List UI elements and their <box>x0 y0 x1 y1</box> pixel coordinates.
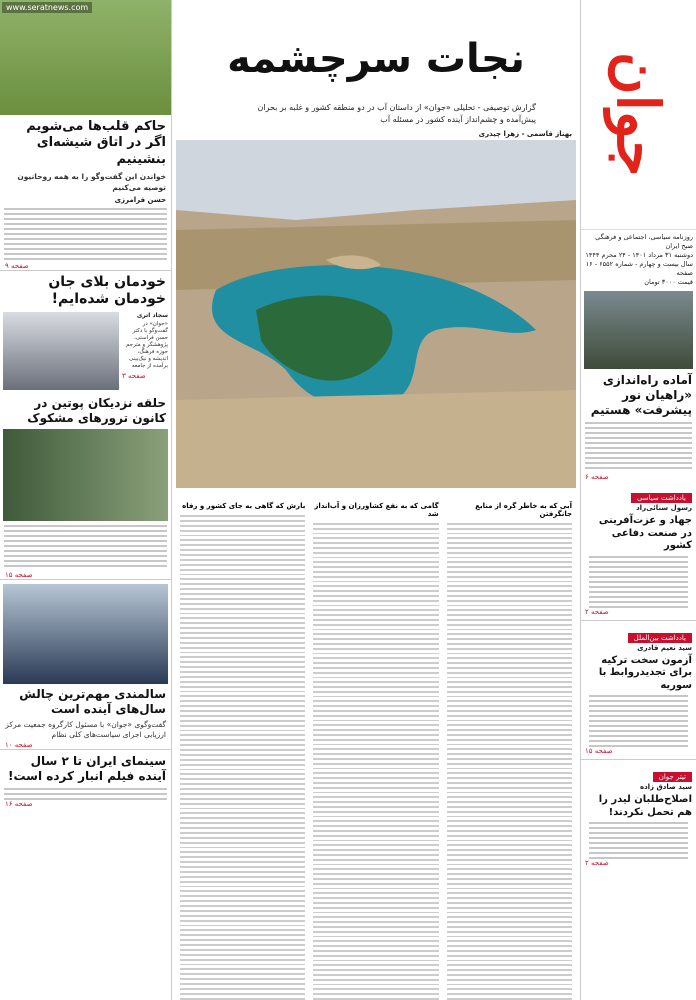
story4-headline[interactable]: سالمندی مهم‌ترین چالش سال‌های آینده است <box>19 686 166 716</box>
box-author: رسول سنائی‌راد <box>636 504 692 512</box>
masthead <box>581 0 696 230</box>
box-international <box>581 621 696 761</box>
lake-photo-illustration <box>176 140 576 488</box>
story-column <box>180 500 305 1000</box>
main-story-body <box>176 500 576 1000</box>
box-political <box>581 481 696 621</box>
main-subheadline: گزارش توصیفی - تحلیلی «جوان» از داستان آب در دو منطقه کشور و غلبه بر بحران پیش‌آمده و چشم‌انداز آینده کشور در مسئله آب <box>257 103 536 124</box>
story4-sub: گفت‌وگوی «جوان» با مسئول کارگروه جمعیت مرکز ارزیابی اجرای سیاست‌های کلی نظام <box>5 719 166 740</box>
story3-headline[interactable]: حلقه نزدیکان پوتین در کانون ترورهای مشکوک <box>27 395 166 425</box>
story2-sub: «جوان» در گفت‌وگو با دکتر حسن فراستی، پژوهشگر و مترجم حوزه فرهنگ، اندیشه و نیک‌بینی برآمده از جامعه <box>126 320 168 370</box>
box-author: سید صادق زاده <box>639 783 692 791</box>
story-column <box>313 500 438 1000</box>
story2-author: سجاد اتری <box>136 311 168 319</box>
story2-page-ref[interactable]: صفحه ۳ <box>122 372 146 381</box>
story1-sub: خواندن این گفت‌وگو را به همه روحانیون توصیه می‌کنیم <box>17 171 166 192</box>
story4-page-ref[interactable]: صفحه ۱۰ <box>0 741 171 750</box>
story1-headline[interactable]: حاکم قلب‌ها می‌شویم اگر در اتاق شیشه‌ای بنشینیم <box>26 119 166 167</box>
main-headline[interactable]: نجات سرچشمه <box>227 36 525 82</box>
interviewee-photo <box>3 312 119 390</box>
feature-page-ref[interactable]: صفحه ۶ <box>585 473 609 481</box>
box-headline[interactable]: اصلاح‌طلبان لیدر را هم تحمل نکردند! <box>598 794 692 818</box>
newspaper-logo: جوان <box>584 4 692 224</box>
masthead-meta: روزنامه سیاسی، اجتماعی و فرهنگی صبح ایران دوشنبه ۳۱ مرداد ۱۴۰۱ - ۲۴ محرم ۱۴۴۴ سال بیست و چهارم - شماره ۶۵۵۲ - ۱۶ صفحه قیمت ۳۰۰۰ تومان <box>585 233 693 286</box>
story5-text <box>0 788 171 800</box>
box-label: یادداشت بین‌الملل <box>628 633 692 643</box>
box-headline-jav <box>581 760 696 871</box>
story2-headline[interactable]: خودمان بلای جان خودمان شده‌ایم! <box>48 273 166 307</box>
story3-text <box>0 525 171 567</box>
feature-text <box>581 422 696 469</box>
official-photo <box>3 584 168 684</box>
commander-photo <box>584 291 693 369</box>
main-byline: بهناز قاسمی - زهرا چیذری <box>478 130 572 138</box>
box-label: تیتر جوان <box>653 772 692 782</box>
main-story <box>176 0 576 1000</box>
watermark: www.seratnews.com <box>2 2 92 13</box>
story-column <box>447 500 572 1000</box>
box-headline[interactable]: جهاد و عزت‌آفرینی در صنعت دفاعی کشور <box>598 515 692 551</box>
feature-headline[interactable]: آماده راه‌اندازی «راهیان نور پیشرفت» هستیم <box>590 373 692 417</box>
story1-author: حسن فرامرزی <box>114 195 166 204</box>
box-text <box>585 822 692 859</box>
lake-photo <box>176 140 576 488</box>
box-headline[interactable]: آزمون سخت ترکیه برای تجدیدروابط با سوریه <box>598 654 692 691</box>
column-subhead: آبی که به خاطر گره از منابع جانگرفتن <box>475 502 572 518</box>
farmer-photo <box>0 0 171 115</box>
story2-block <box>0 312 171 390</box>
box-page-ref[interactable]: صفحه ۱۵ <box>585 747 613 755</box>
box-text <box>585 556 692 608</box>
putin-aides-photo <box>3 429 168 521</box>
column-subhead: گامی که به نفع کشاورزان و آب‌انداز شد <box>314 502 439 518</box>
story2-summary <box>122 312 168 390</box>
story5-page-ref[interactable]: صفحه ۱۶ <box>5 800 33 809</box>
story3-page-ref[interactable]: صفحه ۱۵ <box>0 571 171 580</box>
box-page-ref[interactable]: صفحه ۲ <box>585 859 609 867</box>
right-column <box>580 0 696 1000</box>
story1-page-ref[interactable]: صفحه ۹ <box>0 262 171 271</box>
box-text <box>585 695 692 747</box>
column-subhead: بارش که گاهی به جای کشور و رفاه <box>182 502 306 510</box>
box-author: سید نعیم قادری <box>637 643 692 652</box>
box-page-ref[interactable]: صفحه ۲ <box>585 607 609 616</box>
box-label: یادداشت سیاسی <box>631 493 692 503</box>
story1-text <box>0 208 171 260</box>
story5-headline[interactable]: سینمای ایران تا ۲ سال آینده فیلم انبار کرده است! <box>7 754 166 784</box>
left-column <box>0 0 172 1000</box>
